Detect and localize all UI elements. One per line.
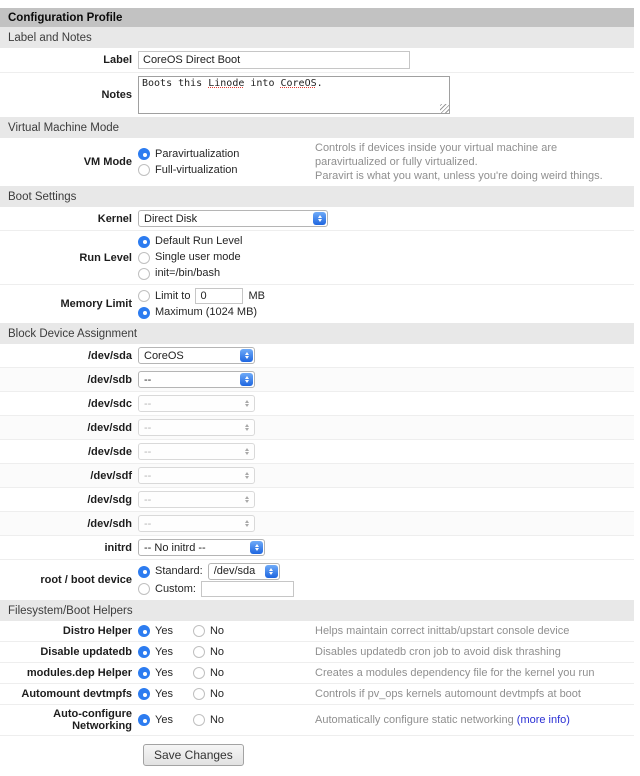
device-row-sdb xyxy=(0,367,634,391)
modules-dep-help-text: Creates a modules dependency file for the kernel you run xyxy=(315,667,595,679)
select-stepper-icon xyxy=(240,469,253,482)
select-stepper-icon xyxy=(240,373,253,386)
no-radio-label[interactable]: No xyxy=(209,625,225,637)
limit-to-radio-label[interactable]: Limit to xyxy=(155,289,191,302)
limit-to-radio[interactable] xyxy=(138,290,150,302)
no-radio-label[interactable]: No xyxy=(209,646,225,658)
device-sdf-label: /dev/sdf xyxy=(90,469,132,482)
init-bin-bash-radio[interactable] xyxy=(138,268,150,280)
full-virtualization-radio-label[interactable]: Full-virtualization xyxy=(155,163,238,176)
device-sdc-label: /dev/sdc xyxy=(87,397,132,410)
vm-mode-row xyxy=(0,138,634,186)
root-boot-device-label: root / boot device xyxy=(40,574,132,586)
section-boot-settings: Boot Settings xyxy=(0,186,634,207)
device-sdh-label: /dev/sdh xyxy=(87,517,132,530)
memory-limit-input[interactable] xyxy=(195,288,243,304)
section-block-device-assignment: Block Device Assignment xyxy=(0,323,634,344)
vm-mode-label: VM Mode xyxy=(83,156,132,168)
device-row-sdh xyxy=(0,511,634,535)
distro-helper-row xyxy=(0,621,634,641)
notes-row xyxy=(0,72,634,117)
select-stepper-icon xyxy=(240,397,253,410)
modules-dep-no-radio[interactable] xyxy=(193,667,205,679)
run-level-label: Run Level xyxy=(79,251,132,264)
device-sdf-select: -- xyxy=(138,467,255,484)
notes-text: Boots this xyxy=(142,78,209,89)
device-sda-select[interactable]: CoreOS xyxy=(138,347,255,364)
notes-text: . xyxy=(316,78,323,89)
yes-radio-label[interactable]: Yes xyxy=(155,688,173,700)
notes-field-label: Notes xyxy=(101,89,132,101)
device-sdg-select: -- xyxy=(138,491,255,508)
notes-text: into xyxy=(244,78,281,89)
root-custom-input[interactable] xyxy=(201,581,294,597)
select-stepper-icon xyxy=(250,541,263,554)
auto-configure-networking-label: Auto-configure Networking xyxy=(53,708,132,732)
automount-devtmpfs-help-text: Controls if pv_ops kernels automount devtmpfs at boot xyxy=(315,688,581,700)
no-radio-label[interactable]: No xyxy=(209,667,225,679)
root-standard-radio[interactable] xyxy=(138,566,150,578)
yes-radio-label[interactable]: Yes xyxy=(155,667,173,679)
save-row xyxy=(0,735,634,776)
disable-updatedb-help-text: Disables updatedb cron job to avoid disk thrashing xyxy=(315,646,561,658)
memory-limit-label: Memory Limit xyxy=(60,298,132,310)
full-virtualization-radio[interactable] xyxy=(138,164,150,176)
paravirtualization-radio[interactable] xyxy=(138,148,150,160)
default-run-level-radio-label[interactable]: Default Run Level xyxy=(155,235,243,247)
root-standard-select[interactable]: /dev/sda xyxy=(208,563,280,580)
auto-configure-networking-row xyxy=(0,704,634,735)
select-stepper-icon xyxy=(265,565,278,578)
yes-radio-label[interactable]: Yes xyxy=(155,646,173,658)
device-sde-label: /dev/sde xyxy=(87,445,132,458)
auto-configure-networking-yes-radio[interactable] xyxy=(138,714,150,726)
select-stepper-icon xyxy=(240,493,253,506)
select-stepper-icon xyxy=(240,517,253,530)
distro-helper-yes-radio[interactable] xyxy=(138,625,150,637)
yes-radio-label[interactable]: Yes xyxy=(155,625,173,637)
device-sdg-label: /dev/sdg xyxy=(87,493,132,506)
root-custom-radio-label[interactable]: Custom: xyxy=(155,582,196,595)
init-bin-bash-radio-label[interactable]: init=/bin/bash xyxy=(155,267,221,279)
section-label-and-notes: Label and Notes xyxy=(0,27,634,48)
modules-dep-yes-radio[interactable] xyxy=(138,667,150,679)
select-stepper-icon xyxy=(240,445,253,458)
section-filesystem-boot-helpers: Filesystem/Boot Helpers xyxy=(0,600,634,621)
kernel-label: Kernel xyxy=(97,212,132,225)
notes-misspelled-word: CoreOS xyxy=(280,78,317,89)
select-stepper-icon xyxy=(240,421,253,434)
textarea-resize-handle[interactable] xyxy=(440,104,449,113)
yes-radio-label[interactable]: Yes xyxy=(155,714,173,726)
distro-helper-label: Distro Helper xyxy=(62,625,132,637)
device-row-sdf xyxy=(0,463,634,487)
modules-dep-helper-label: modules.dep Helper xyxy=(26,667,132,679)
notes-textarea[interactable] xyxy=(138,76,450,114)
automount-devtmpfs-row xyxy=(0,683,634,704)
maximum-memory-radio-label[interactable]: Maximum (1024 MB) xyxy=(155,306,258,318)
kernel-select[interactable]: Direct Disk xyxy=(138,210,328,227)
initrd-row xyxy=(0,535,634,559)
select-stepper-icon xyxy=(240,349,253,362)
single-user-mode-radio[interactable] xyxy=(138,252,150,264)
modules-dep-helper-row xyxy=(0,662,634,683)
device-sdb-select[interactable]: -- xyxy=(138,371,255,388)
device-sda-label: /dev/sda xyxy=(87,349,132,362)
more-info-link[interactable]: (more info) xyxy=(516,714,570,726)
auto-configure-networking-help-text: Automatically configure static networking (more info) xyxy=(315,714,570,726)
no-radio-label[interactable]: No xyxy=(209,688,225,700)
device-row-sde xyxy=(0,439,634,463)
label-field-label: Label xyxy=(103,54,132,66)
notes-misspelled-word: Linode xyxy=(208,78,245,89)
device-sdd-select: -- xyxy=(138,419,255,436)
memory-limit-row xyxy=(0,284,634,323)
device-row-sdc xyxy=(0,391,634,415)
root-standard-radio-label[interactable]: Standard: xyxy=(155,565,203,577)
root-custom-radio[interactable] xyxy=(138,583,150,595)
section-virtual-machine-mode: Virtual Machine Mode xyxy=(0,117,634,138)
device-sdd-label: /dev/sdd xyxy=(87,421,132,434)
memory-unit-label: MB xyxy=(248,289,265,302)
single-user-mode-radio-label[interactable]: Single user mode xyxy=(155,251,241,263)
initrd-label: initrd xyxy=(104,541,132,554)
automount-devtmpfs-label: Automount devtmpfs xyxy=(21,688,132,700)
no-radio-label[interactable]: No xyxy=(209,714,225,726)
device-sdb-label: /dev/sdb xyxy=(87,373,132,386)
initrd-select[interactable]: -- No initrd -- xyxy=(138,539,265,556)
save-changes-button[interactable]: Save Changes xyxy=(143,744,244,766)
device-sdc-select: -- xyxy=(138,395,255,412)
label-input[interactable] xyxy=(138,51,410,69)
run-level-row xyxy=(0,230,634,284)
distro-helper-no-radio[interactable] xyxy=(193,625,205,637)
paravirtualization-radio-label[interactable]: Paravirtualization xyxy=(155,147,240,160)
configuration-profile-page xyxy=(0,8,640,776)
device-sdh-select: -- xyxy=(138,515,255,532)
root-boot-device-row xyxy=(0,559,634,600)
label-row xyxy=(0,48,634,72)
distro-helper-help-text: Helps maintain correct inittab/upstart console device xyxy=(315,625,570,637)
device-row-sda xyxy=(0,344,634,367)
maximum-memory-radio[interactable] xyxy=(138,307,150,319)
device-row-sdd xyxy=(0,415,634,439)
select-stepper-icon xyxy=(313,212,326,225)
device-row-sdg xyxy=(0,487,634,511)
kernel-row xyxy=(0,207,634,230)
automount-devtmpfs-no-radio[interactable] xyxy=(193,688,205,700)
default-run-level-radio[interactable] xyxy=(138,236,150,248)
auto-configure-networking-no-radio[interactable] xyxy=(193,714,205,726)
disable-updatedb-no-radio[interactable] xyxy=(193,646,205,658)
disable-updatedb-label: Disable updatedb xyxy=(40,646,132,658)
device-sde-select: -- xyxy=(138,443,255,460)
automount-devtmpfs-yes-radio[interactable] xyxy=(138,688,150,700)
disable-updatedb-yes-radio[interactable] xyxy=(138,646,150,658)
page-title: Configuration Profile xyxy=(0,8,634,27)
vm-mode-help-text: Controls if devices inside your virtual machine are paravirtualized or fully virtualized. Paravirt is what you want, unless you're doing weird things. xyxy=(315,142,603,182)
